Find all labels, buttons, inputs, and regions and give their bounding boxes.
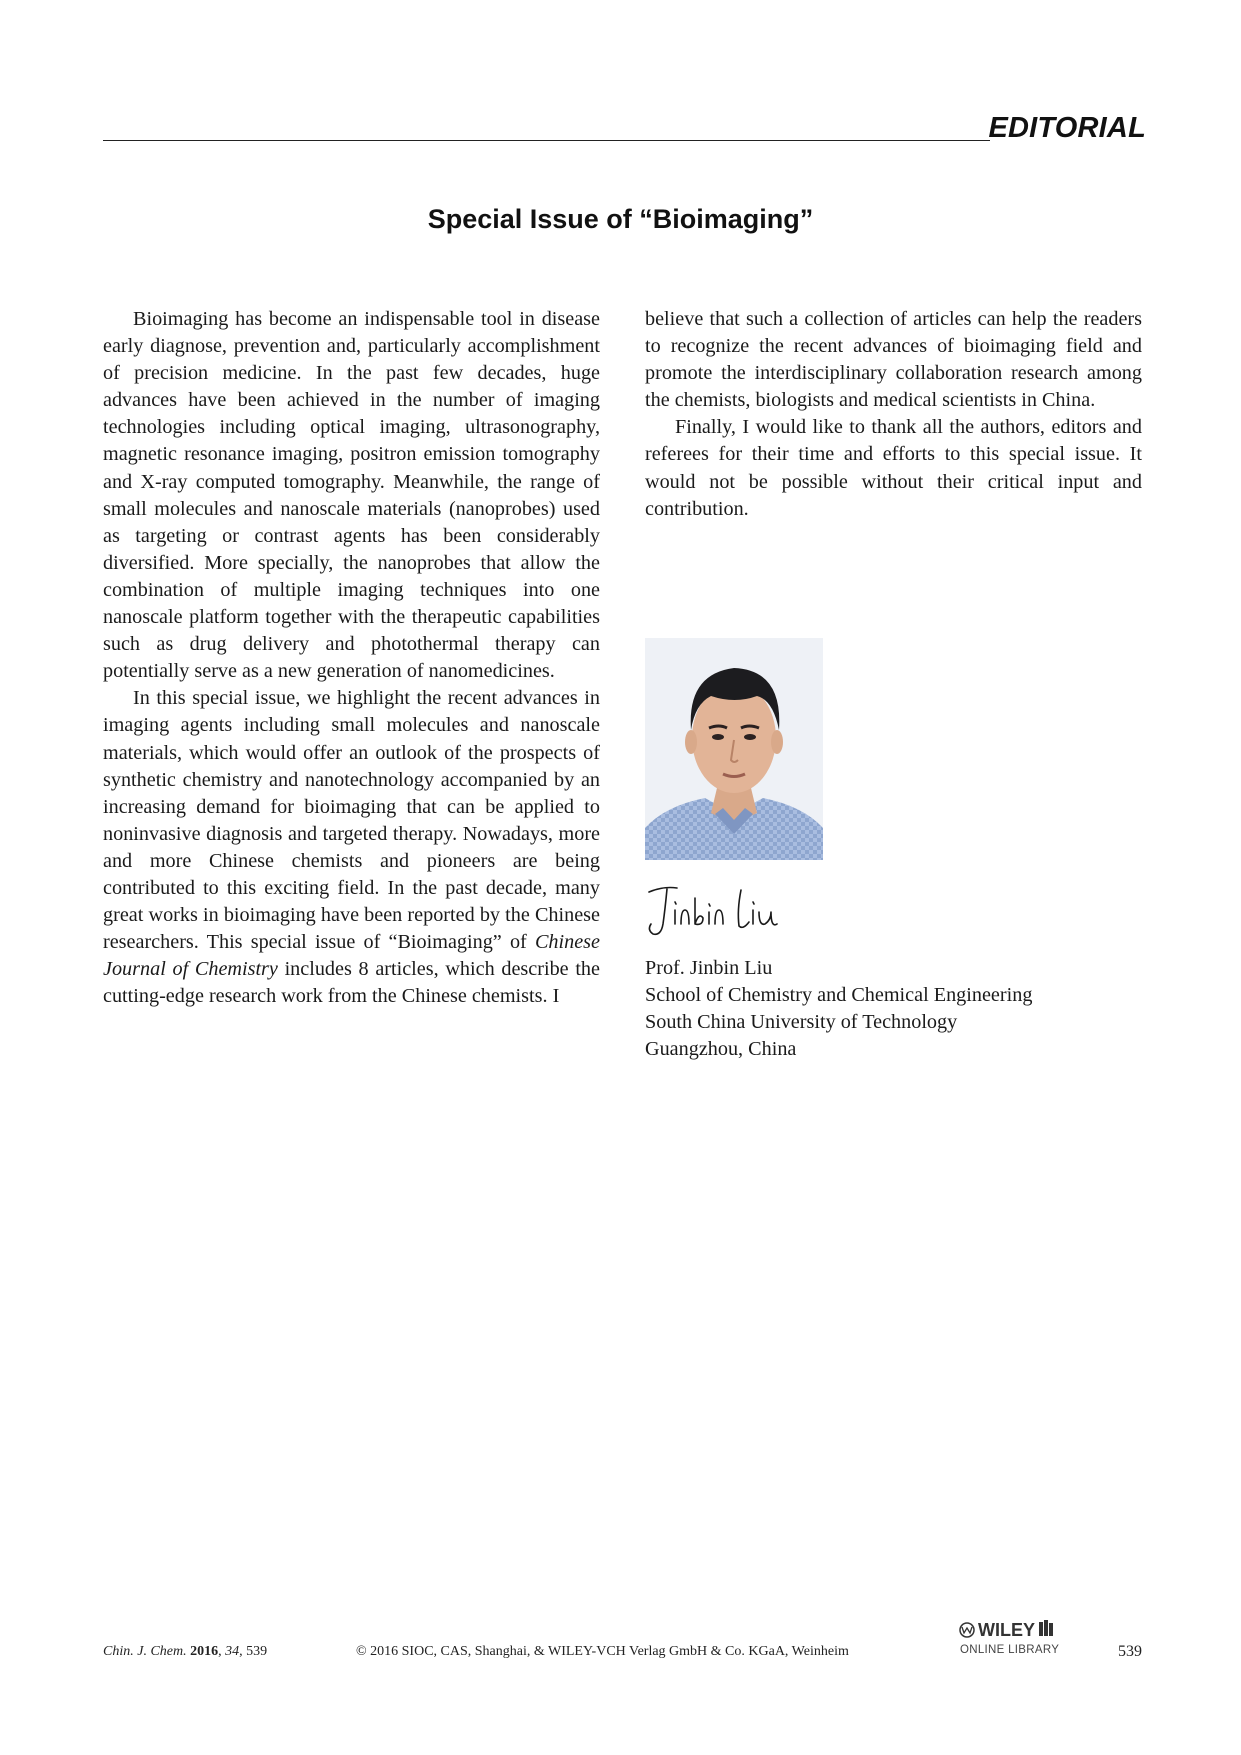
wiley-online-library-logo [958,1620,1068,1660]
paragraph-1: Bioimaging has become an indispensable tool in disease early diagnose, prevention and, particularly accomplishment of precision medicine. In the past few decades, huge advances have been achieved in the number of imaging technologies including optical imaging, ultrasonography, magnetic resonance imaging, positron emission tomography and X-ray computed tomography. Meanwhile, the range of small molecules and nanoscale materials (nanoprobes) used as targeting or contrast agents has been considerably diversified. More specially, the nanoprobes that allow the combination of multiple imaging techniques into one nanoscale platform together with the therapeutic capabilities such as drug delivery and photothermal therapy can potentially serve as a new generation of nanomedicines. [103,308,600,683]
body-column-left [103,306,600,1010]
journal-name: Chinese Journal of Chemistry [103,931,600,981]
author-photo [645,638,823,860]
footer-copyright: © 2016 SIOC, CAS, Shanghai, & WILEY-VCH Verlag GmbH & Co. KGaA, Weinheim [356,1644,849,1659]
footer-citation: Chin. J. Chem. 2016, 34, 539 [103,1644,268,1659]
citation-volume: 34 [225,1644,240,1659]
paragraph-2-part-a: In this special issue, we highlight the recent advances in imaging agents including small molecules and nanoscale materials, which would offer an outlook of the prospects of synthetic chemistry and nanotechnology accompanied by an increasing demand for bioimaging that can be applied to noninvasive diagnosis and targeted therapy. Nowadays, more and more Chinese chemists and pioneers are being contributed to this exciting field. In the past decade, many great works in bioimaging have been reported by the Chinese researchers. This special issue of “Bioimaging” of [103,687,600,954]
logo-subtitle: ONLINE LIBRARY [960,1644,1060,1656]
citation-year: 2016 [190,1644,219,1659]
page-number: 539 [1118,1643,1142,1660]
section-label: EDITORIAL [988,112,1146,144]
author-signature [645,880,805,942]
paragraph-2 [103,685,600,1010]
author-department: School of Chemistry and Chemical Engineering [645,984,1033,1007]
body-column-right [645,306,1142,523]
journal-abbrev: Chin. J. Chem. [103,1644,187,1659]
author-university: South China University of Technology [645,1011,958,1034]
author-name: Prof. Jinbin Liu [645,957,773,979]
author-affiliation [645,955,1032,1063]
citation-page: 539 [246,1644,268,1659]
article-title: Special Issue of “Bioimaging” [427,204,814,234]
header-rule [103,140,990,141]
paragraph-3: Finally, I would like to thank all the authors, editors and referees for their time and efforts to this special issue. It would not be possible without their critical input and contribution. [645,416,1142,520]
logo-name: WILEY [978,1620,1035,1640]
paragraph-2-continued: believe that such a collection of articles can help the readers to recognize the recent advances of bioimaging field and promote the interdisciplinary collaboration research among the chemists, biologists and medical scientists in China. [645,308,1142,412]
author-location: Guangzhou, China [645,1038,797,1061]
paragraph-2-part-b: includes 8 articles, which describe the cutting-edge research work from the Chinese chemists. I [103,958,600,1008]
wiley-logo-icon [958,1620,1054,1641]
